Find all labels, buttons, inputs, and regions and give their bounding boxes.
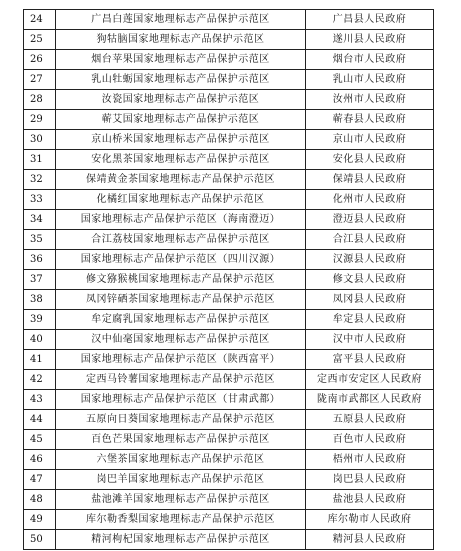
- table-row: [24, 430, 434, 450]
- table-row: [24, 10, 434, 30]
- government-cell: 汉源县人民政府: [306, 250, 434, 270]
- government-cell: 库尔勒市人民政府: [306, 510, 434, 530]
- government-cell: 汉中市人民政府: [306, 330, 434, 350]
- table-row: [24, 150, 434, 170]
- table-row: [24, 510, 434, 530]
- zone-name-cell: 乳山牡蛎国家地理标志产品保护示范区: [56, 70, 306, 90]
- zone-name-cell: 牟定腐乳国家地理标志产品保护示范区: [56, 310, 306, 330]
- government-cell: 岗巴县人民政府: [306, 470, 434, 490]
- government-cell: 广昌县人民政府: [306, 10, 434, 30]
- zone-name-cell: 定西马铃薯国家地理标志产品保护示范区: [56, 370, 306, 390]
- zone-name-cell: 化橘红国家地理标志产品保护示范区: [56, 190, 306, 210]
- table-row: [24, 310, 434, 330]
- table-row: [24, 70, 434, 90]
- row-number-cell: 26: [24, 50, 56, 70]
- row-number-cell: 50: [24, 530, 56, 550]
- table-row: [24, 270, 434, 290]
- table-row: [24, 130, 434, 150]
- government-cell: 澄迈县人民政府: [306, 210, 434, 230]
- table-row: [24, 170, 434, 190]
- row-number-cell: 42: [24, 370, 56, 390]
- row-number-cell: 41: [24, 350, 56, 370]
- zone-name-cell: 蕲艾国家地理标志产品保护示范区: [56, 110, 306, 130]
- row-number-cell: 25: [24, 30, 56, 50]
- row-number-cell: 29: [24, 110, 56, 130]
- zone-name-cell: 广昌白莲国家地理标志产品保护示范区: [56, 10, 306, 30]
- zone-name-cell: 汉中仙毫国家地理标志产品保护示范区: [56, 330, 306, 350]
- table-row: [24, 370, 434, 390]
- zone-name-cell: 盐池滩羊国家地理标志产品保护示范区: [56, 490, 306, 510]
- government-cell: 牟定县人民政府: [306, 310, 434, 330]
- zone-name-cell: 安化黑茶国家地理标志产品保护示范区: [56, 150, 306, 170]
- table-row: [24, 450, 434, 470]
- table-row: [24, 330, 434, 350]
- table-row: [24, 350, 434, 370]
- government-cell: 盐池县人民政府: [306, 490, 434, 510]
- government-cell: 五原县人民政府: [306, 410, 434, 430]
- government-cell: 乳山市人民政府: [306, 70, 434, 90]
- zone-name-cell: 国家地理标志产品保护示范区（陕西富平）: [56, 350, 306, 370]
- government-cell: 蕲春县人民政府: [306, 110, 434, 130]
- row-number-cell: 46: [24, 450, 56, 470]
- row-number-cell: 38: [24, 290, 56, 310]
- zone-name-cell: 狗牯脑国家地理标志产品保护示范区: [56, 30, 306, 50]
- row-number-cell: 27: [24, 70, 56, 90]
- row-number-cell: 34: [24, 210, 56, 230]
- table-row: [24, 410, 434, 430]
- government-cell: 烟台市人民政府: [306, 50, 434, 70]
- row-number-cell: 28: [24, 90, 56, 110]
- row-number-cell: 37: [24, 270, 56, 290]
- row-number-cell: 44: [24, 410, 56, 430]
- row-number-cell: 33: [24, 190, 56, 210]
- row-number-cell: 32: [24, 170, 56, 190]
- zone-name-cell: 保靖黄金茶国家地理标志产品保护示范区: [56, 170, 306, 190]
- government-cell: 京山市人民政府: [306, 130, 434, 150]
- government-cell: 汝州市人民政府: [306, 90, 434, 110]
- government-cell: 修文县人民政府: [306, 270, 434, 290]
- table-row: [24, 90, 434, 110]
- table-row: [24, 50, 434, 70]
- table-body: [24, 10, 434, 550]
- government-cell: 精河县人民政府: [306, 530, 434, 550]
- government-cell: 遂川县人民政府: [306, 30, 434, 50]
- government-cell: 安化县人民政府: [306, 150, 434, 170]
- zone-name-cell: 凤冈锌硒茶国家地理标志产品保护示范区: [56, 290, 306, 310]
- table-row: [24, 230, 434, 250]
- table-row: [24, 110, 434, 130]
- zone-name-cell: 六堡茶国家地理标志产品保护示范区: [56, 450, 306, 470]
- zone-name-cell: 修文猕猴桃国家地理标志产品保护示范区: [56, 270, 306, 290]
- row-number-cell: 49: [24, 510, 56, 530]
- zone-name-cell: 库尔勒香梨国家地理标志产品保护示范区: [56, 510, 306, 530]
- row-number-cell: 45: [24, 430, 56, 450]
- zone-name-cell: 国家地理标志产品保护示范区（甘肃武都）: [56, 390, 306, 410]
- row-number-cell: 24: [24, 10, 56, 30]
- zone-name-cell: 精河枸杞国家地理标志产品保护示范区: [56, 530, 306, 550]
- table-row: [24, 30, 434, 50]
- row-number-cell: 30: [24, 130, 56, 150]
- row-number-cell: 31: [24, 150, 56, 170]
- table-row: [24, 210, 434, 230]
- government-cell: 合江县人民政府: [306, 230, 434, 250]
- government-cell: 梧州市人民政府: [306, 450, 434, 470]
- government-cell: 陇南市武都区人民政府: [306, 390, 434, 410]
- row-number-cell: 48: [24, 490, 56, 510]
- government-cell: 富平县人民政府: [306, 350, 434, 370]
- table-row: [24, 290, 434, 310]
- zone-name-cell: 烟台苹果国家地理标志产品保护示范区: [56, 50, 306, 70]
- government-cell: 定西市安定区人民政府: [306, 370, 434, 390]
- table-row: [24, 530, 434, 550]
- table-row: [24, 190, 434, 210]
- zone-name-cell: 京山桥米国家地理标志产品保护示范区: [56, 130, 306, 150]
- zone-name-cell: 汝瓷国家地理标志产品保护示范区: [56, 90, 306, 110]
- row-number-cell: 40: [24, 330, 56, 350]
- government-cell: 凤冈县人民政府: [306, 290, 434, 310]
- government-cell: 化州市人民政府: [306, 190, 434, 210]
- row-number-cell: 43: [24, 390, 56, 410]
- row-number-cell: 35: [24, 230, 56, 250]
- table-row: [24, 250, 434, 270]
- row-number-cell: 39: [24, 310, 56, 330]
- table-row: [24, 390, 434, 410]
- zone-name-cell: 国家地理标志产品保护示范区（海南澄迈）: [56, 210, 306, 230]
- zone-name-cell: 百色芒果国家地理标志产品保护示范区: [56, 430, 306, 450]
- zone-name-cell: 五原向日葵国家地理标志产品保护示范区: [56, 410, 306, 430]
- zone-name-cell: 岗巴羊国家地理标志产品保护示范区: [56, 470, 306, 490]
- table-row: [24, 470, 434, 490]
- government-cell: 百色市人民政府: [306, 430, 434, 450]
- zone-name-cell: 国家地理标志产品保护示范区（四川汉源）: [56, 250, 306, 270]
- zone-name-cell: 合江荔枝国家地理标志产品保护示范区: [56, 230, 306, 250]
- demonstration-zone-table: [23, 9, 434, 550]
- row-number-cell: 36: [24, 250, 56, 270]
- government-cell: 保靖县人民政府: [306, 170, 434, 190]
- table-row: [24, 490, 434, 510]
- row-number-cell: 47: [24, 470, 56, 490]
